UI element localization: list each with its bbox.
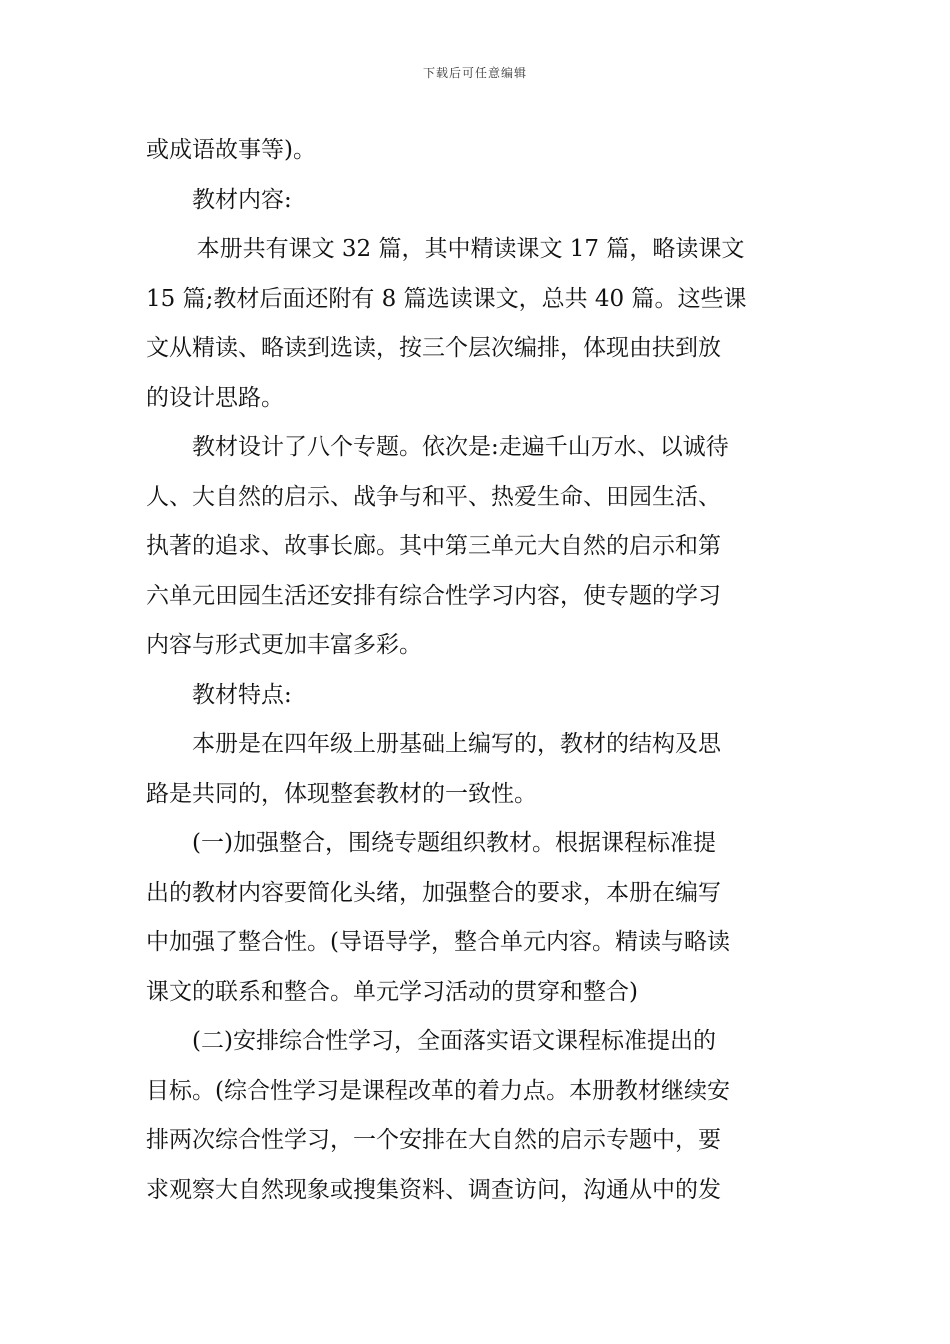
text-line: 15 篇;教材后面还附有 8 篇选读课文，总共 40 篇。这些课 [146,285,747,312]
paragraph-themes [146,423,806,671]
continued-line [146,126,806,176]
paragraph-integration [146,819,806,1017]
text-line: 内容与形式更加丰富多彩。 [146,632,422,658]
text-line: 课文的联系和整合。单元学习活动的贯穿和整合) [146,978,638,1005]
text-line: 六单元田园生活还安排有综合性学习内容，使专题的学习 [146,582,721,609]
text-line: 出的教材内容要简化头绪，加强整合的要求，本册在编写 [146,879,721,906]
text-line: 文从精读、略读到选读，按三个层次编排，体现由扶到放 [146,335,721,361]
paragraph-consistency [146,720,806,819]
text-line: (二)安排综合性学习，全面落实语文课程标准提出的 [192,1028,716,1054]
text-line: 教材设计了八个专题。依次是:走遍千山万水、以诚待 [192,434,729,460]
text-line: 目标。(综合性学习是课程改革的着力点。本册教材继续安 [146,1077,730,1104]
page-header: 下载后可任意编辑 [422,66,527,80]
text-line: 或成语故事等)。 [146,137,316,163]
text-line: (一)加强整合，围绕专题组织教材。根据课程标准提 [192,830,716,856]
text-line: 中加强了整合性。(导语导学，整合单元内容。精读与略读 [146,929,730,955]
text-line: 的设计思路。 [146,384,284,411]
paragraph-lesson-count [146,225,806,423]
paragraph-comprehensive-learning [146,1017,806,1215]
text-line: 路是共同的，体现整套教材的一致性。 [146,780,537,807]
document-body [146,126,806,1215]
text-line: 排两次综合性学习，一个安排在大自然的启示专题中，要 [146,1127,721,1153]
section-heading-features: 教材特点: [192,681,292,708]
text-line: 本册共有课文 32 篇，其中精读课文 17 篇，略读课文 [196,236,745,262]
text-line: 本册是在四年级上册基础上编写的，教材的结构及思 [192,731,721,757]
text-line: 人、大自然的启示、战争与和平、热爱生命、田园生活、 [146,483,721,510]
text-line: 执著的追求、故事长廊。其中第三单元大自然的启示和第 [146,533,721,559]
text-line: 求观察大自然现象或搜集资料、调查访问，沟通从中的发 [146,1176,721,1203]
section-heading-content: 教材内容: [192,186,292,213]
